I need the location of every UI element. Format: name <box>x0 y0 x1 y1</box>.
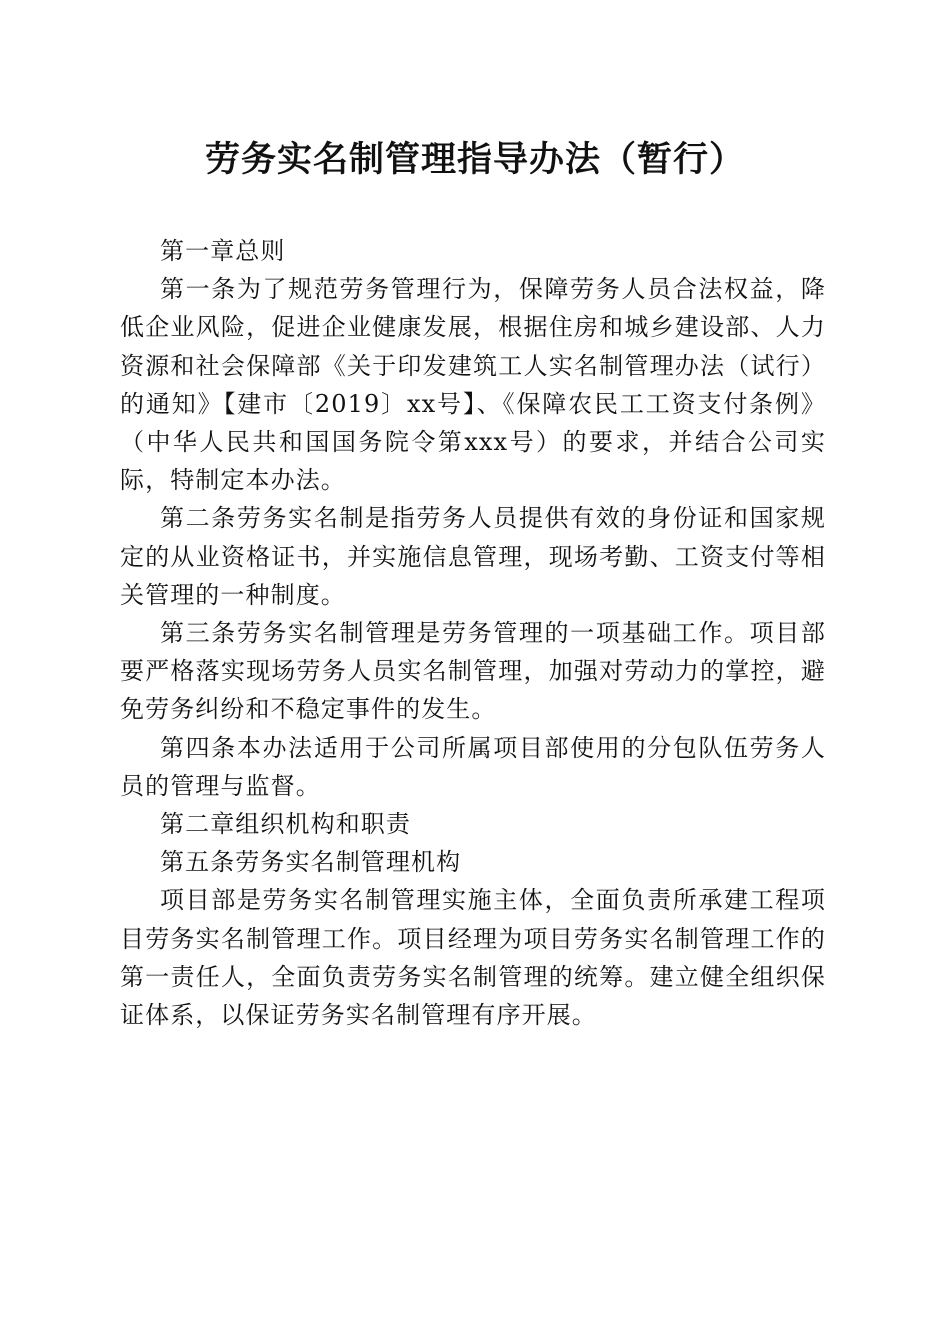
document-body <box>120 232 826 1034</box>
article-5-body-paragraph: 项目部是劳务实名制管理实施主体，全面负责所承建工程项目劳务实名制管理工作。项目经理为项目劳务实名制管理工作的第一责任人，全面负责劳务实名制管理的统筹。建立健全组织保证体系，以保证劳务实名制管理有序开展。 <box>120 886 826 1030</box>
article-1-paragraph: 第一条为了规范劳务管理行为，保障劳务人员合法权益，降低企业风险，促进企业健康发展，根据住房和城乡建设部、人力资源和社会保障部《关于印发建筑工人实名制管理办法（试行）的通知》【建市〔2019〕xx号】、《保障农民工工资支付条例》（中华人民共和国国务院令第xxx号）的要求，并结合公司实际，特制定本办法。 <box>120 275 826 495</box>
chapter-2-heading: 第二章组织机构和职责 <box>160 810 411 839</box>
article-4-paragraph: 第四条本办法适用于公司所属项目部使用的分包队伍劳务人员的管理与监督。 <box>120 733 826 800</box>
document-title: 劳务实名制管理指导办法（暂行） <box>204 140 745 180</box>
article-2-paragraph: 第二条劳务实名制是指劳务人员提供有效的身份证和国家规定的从业资格证书，并实施信息管理，现场考勤、工资支付等相关管理的一种制度。 <box>120 504 826 609</box>
article-3-paragraph: 第三条劳务实名制管理是劳务管理的一项基础工作。项目部要严格落实现场劳务人员实名制管理，加强对劳动力的掌控，避免劳务纠纷和不稳定事件的发生。 <box>120 619 826 724</box>
chapter-1-heading: 第一章总则 <box>160 237 286 265</box>
article-5-heading: 第五条劳务实名制管理机构 <box>160 848 462 877</box>
